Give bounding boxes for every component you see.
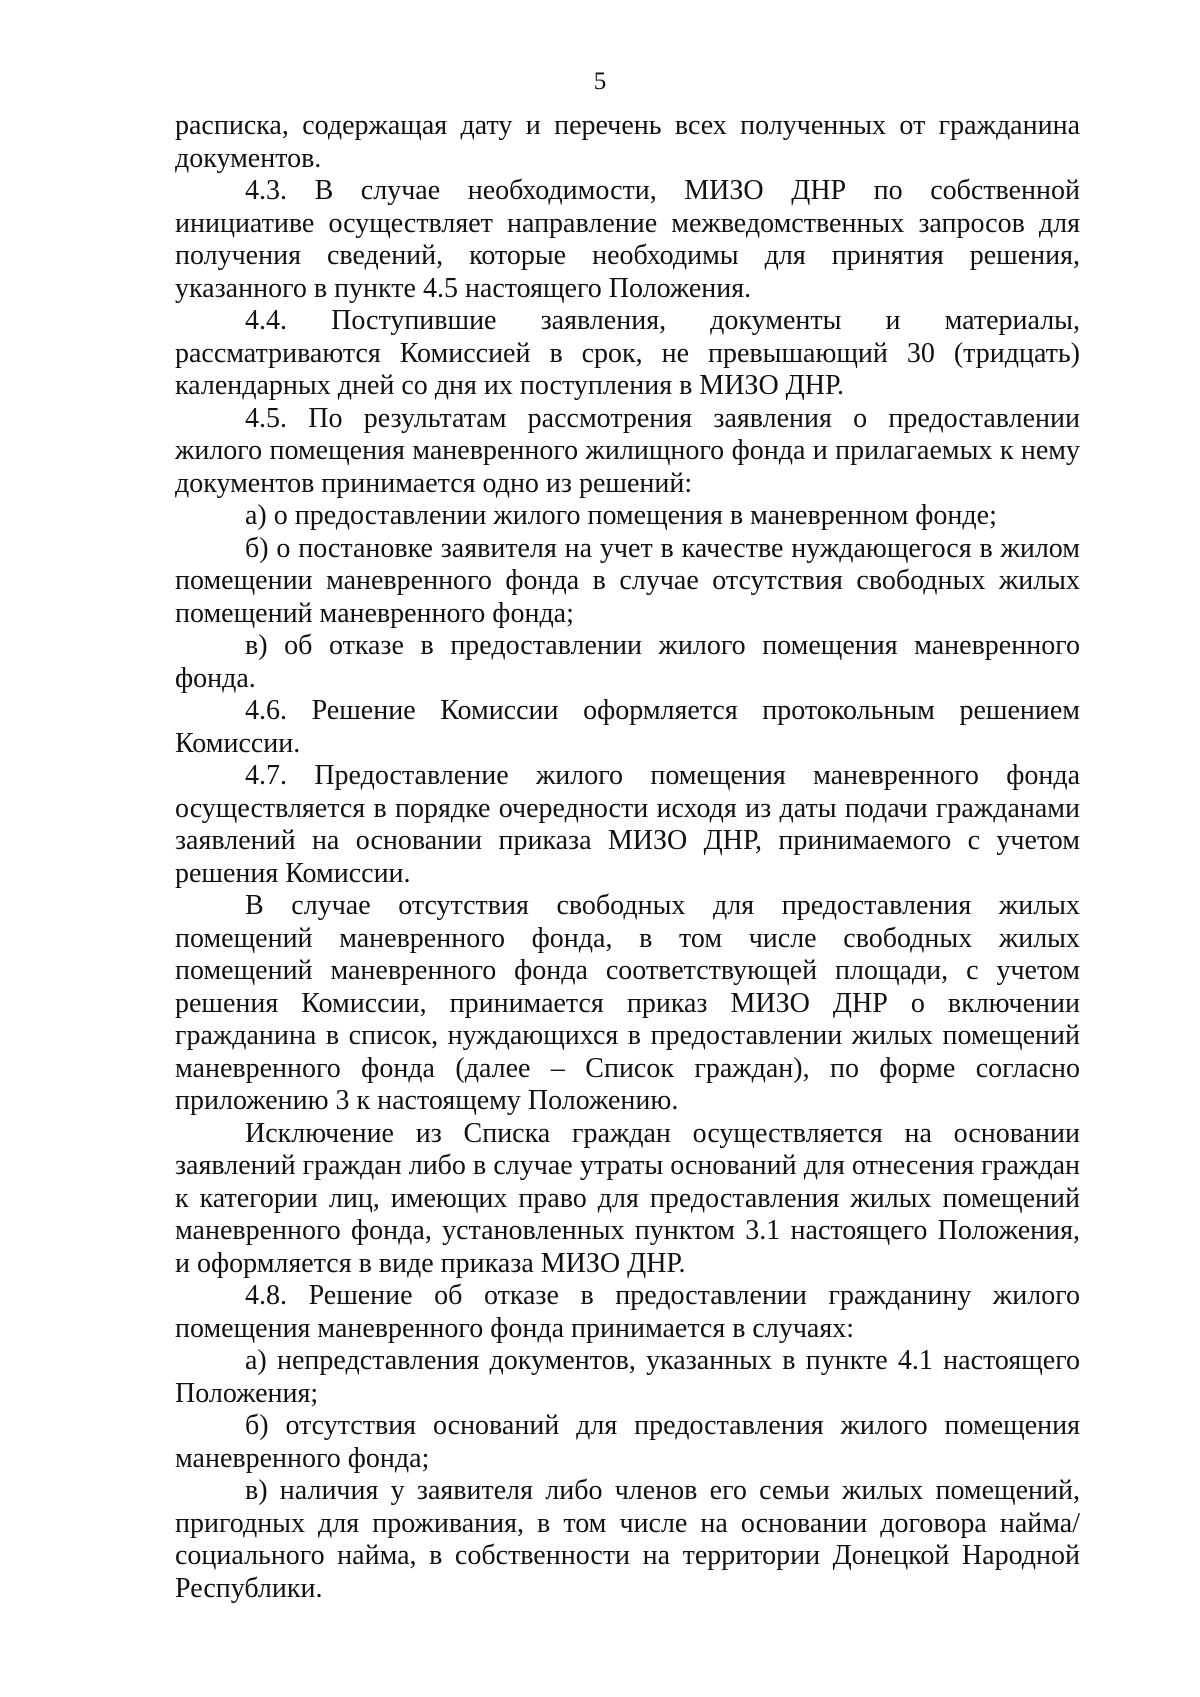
paragraph-4-6: 4.6. Решение Комиссии оформляется протокольным решением Комиссии. [175,695,1080,759]
document-body [175,110,1080,1605]
paragraph-4-5-v: в) об отказе в предоставлении жилого помещения маневренного фонда. [175,630,1080,694]
paragraph-4-7-list-inclusion: В случае отсутствия свободных для предоставления жилых помещений маневренного фонда, в том числе свободных жилых помещений маневренного фонда соответствующей площади, с учетом решения Комиссии, принимается приказ МИЗО ДНР о включении гражданина в список, нуждающихся в предоставлении жилых помещений маневренного фонда (далее – Список граждан), по форме согласно приложению 3 к настоящему Положению. [175,890,1080,1116]
paragraph-4-7-list-exclusion: Исключение из Списка граждан осуществляется на основании заявлений граждан либо в случае утраты оснований для отнесения граждан к категории лиц, имеющих право для предоставления жилых помещений маневренного фонда, установленных пунктом 3.1 настоящего Положения, и оформляется в виде приказа МИЗО ДНР. [175,1117,1080,1279]
paragraph-4-8: 4.8. Решение об отказе в предоставлении гражданину жилого помещения маневренного фонда принимается в случаях: [175,1280,1080,1344]
paragraph-4-4: 4.4. Поступившие заявления, документы и материалы, рассматриваются Комиссией в срок, не превышающий 30 (тридцать) календарных дней со дня их поступления в МИЗО ДНР. [175,305,1080,401]
paragraph-4-5: 4.5. По результатам рассмотрения заявления о предоставлении жилого помещения маневренного жилищного фонда и прилагаемых к нему документов принимается одно из решений: [175,402,1080,499]
paragraph-receipt-continuation: расписка, содержащая дату и перечень всех полученных от гражданина документов. [175,110,1080,174]
paragraph-4-8-b: б) отсутствия оснований для предоставления жилого помещения маневренного фонда; [175,1410,1080,1474]
paragraph-4-7: 4.7. Предоставление жилого помещения маневренного фонда осуществляется в порядке очередности исходя из даты подачи гражданами заявлений на основании приказа МИЗО ДНР, принимаемого с учетом решения Комиссии. [175,760,1080,889]
paragraph-4-8-v: в) наличия у заявителя либо членов его семьи жилых помещений, пригодных для проживания, в том числе на основании договора найма/социального найма, в собственности на территории Донецкой Народной Республики. [175,1475,1080,1604]
paragraph-4-3: 4.3. В случае необходимости, МИЗО ДНР по собственной инициативе осуществляет направление межведомственных запросов для получения сведений, которые необходимы для принятия решения, указанного в пункте 4.5 настоящего Положения. [175,175,1080,304]
paragraph-4-8-a: а) непредставления документов, указанных в пункте 4.1 настоящего Положения; [175,1345,1080,1409]
page-number: 5 [593,68,607,95]
paragraph-4-5-b: б) о постановке заявителя на учет в качестве нуждающегося в жилом помещении маневренного фонда в случае отсутствия свободных жилых помещений маневренного фонда; [175,532,1080,629]
paragraph-4-5-a: а) о предоставлении жилого помещения в маневренном фонде; [245,500,997,531]
